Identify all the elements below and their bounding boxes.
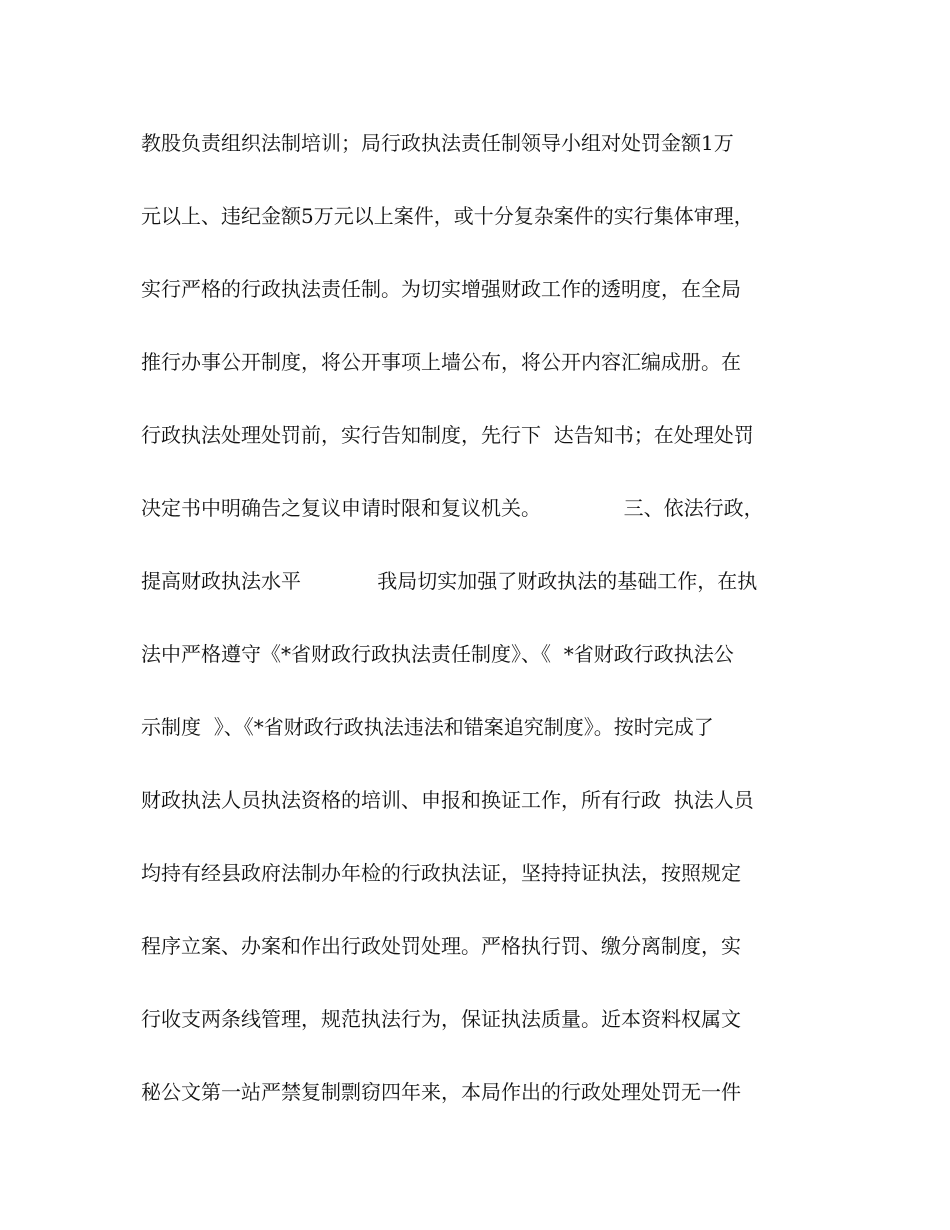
text-line-11: 均持有经县政府法制办年检的行政执法证，坚持持证执法，按照规定 bbox=[141, 861, 741, 885]
text-line-4: 推行办事公开制度，将公开事项上墙公布，将公开内容汇编成册。在 bbox=[141, 350, 741, 374]
text-line-13: 行收支两条线管理，规范执法行为，保证执法质量。近本资料权属文 bbox=[141, 1007, 741, 1031]
text-line-3: 实行严格的行政执法责任制。为切实增强财政工作的透明度，在全局 bbox=[141, 277, 741, 301]
text-line-1: 教股负责组织法制培训；局行政执法责任制领导小组对处罚金额1万 bbox=[141, 131, 734, 155]
text-line-5: 行政执法处理处罚前，实行告知制度，先行下 达告知书；在处理处罚 bbox=[141, 423, 754, 447]
text-line-14: 秘公文第一站严禁复制剽窃四年来，本局作出的行政处理处罚无一件 bbox=[141, 1080, 741, 1104]
text-line-2: 元以上、违纪金额5万元以上案件，或十分复杂案件的实行集体审理， bbox=[141, 204, 754, 228]
text-line-6: 决定书中明确告之复议申请时限和复议机关。 三、依法行政， bbox=[141, 496, 764, 520]
text-line-7: 提高财政执法水平 我局切实加强了财政执法的基础工作，在执 bbox=[141, 569, 758, 593]
text-line-10: 财政执法人员执法资格的培训、申报和换证工作，所有行政 执法人员 bbox=[141, 788, 754, 812]
text-line-8: 法中严格遵守《*省财政行政执法责任制度》、《 *省财政行政执法公 bbox=[141, 642, 734, 666]
text-line-12: 程序立案、办案和作出行政处罚处理。严格执行罚、缴分离制度，实 bbox=[141, 934, 741, 958]
text-line-9: 示制度 》、《*省财政行政执法违法和错案追究制度》。按时完成了 bbox=[141, 715, 714, 739]
